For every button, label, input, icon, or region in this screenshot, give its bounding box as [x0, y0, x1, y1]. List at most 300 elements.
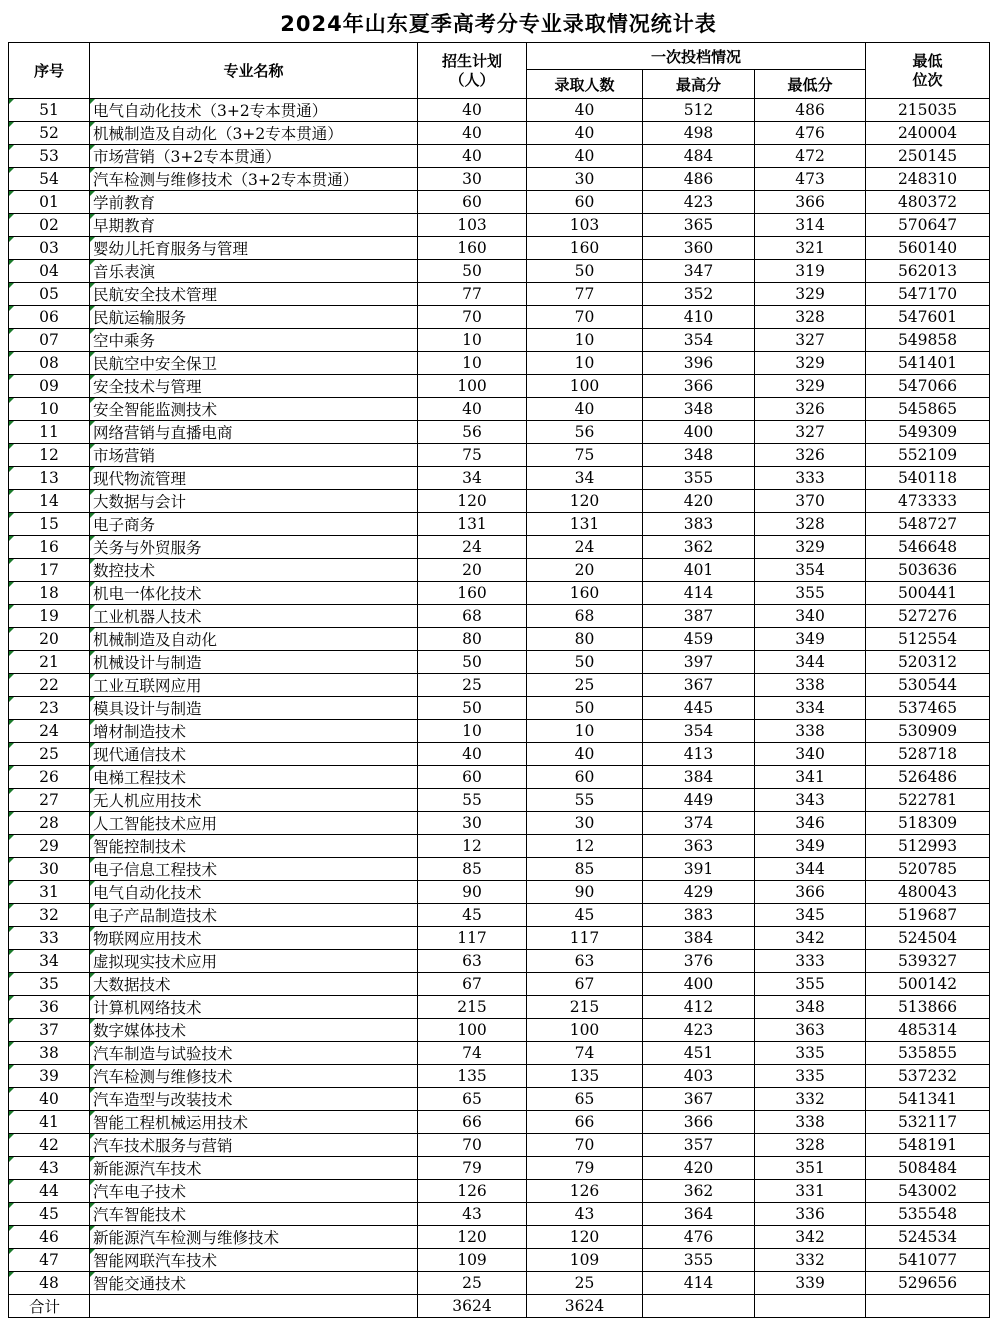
row-admitted: 63 [527, 950, 643, 973]
row-admitted: 80 [527, 628, 643, 651]
row-plan: 40 [418, 398, 527, 421]
table-row [9, 1065, 990, 1088]
row-max-score: 414 [643, 1272, 755, 1295]
table-body [9, 99, 990, 1295]
row-major-name: 电子信息工程技术 [90, 858, 418, 881]
row-max-score: 486 [643, 168, 755, 191]
row-admitted: 24 [527, 536, 643, 559]
admission-table [8, 42, 990, 1318]
row-plan: 40 [418, 743, 527, 766]
row-max-score: 383 [643, 904, 755, 927]
row-min-score: 340 [755, 605, 866, 628]
row-min-score: 329 [755, 375, 866, 398]
row-max-score: 396 [643, 352, 755, 375]
row-admitted: 40 [527, 743, 643, 766]
header-group: 一次投档情况 [527, 43, 866, 70]
table-row [9, 1157, 990, 1180]
row-min-rank: 524504 [866, 927, 990, 950]
row-max-score: 423 [643, 1019, 755, 1042]
row-index: 13 [9, 467, 90, 490]
table-row [9, 421, 990, 444]
table-row [9, 743, 990, 766]
row-plan: 10 [418, 329, 527, 352]
row-max-score: 512 [643, 99, 755, 122]
row-index: 01 [9, 191, 90, 214]
row-max-score: 357 [643, 1134, 755, 1157]
row-min-score: 363 [755, 1019, 866, 1042]
row-admitted: 131 [527, 513, 643, 536]
row-admitted: 56 [527, 421, 643, 444]
row-max-score: 459 [643, 628, 755, 651]
row-min-rank: 552109 [866, 444, 990, 467]
header-plan: 招生计划 （人） [418, 43, 527, 99]
row-admitted: 135 [527, 1065, 643, 1088]
row-min-score: 333 [755, 467, 866, 490]
table-row [9, 927, 990, 950]
row-min-rank: 528718 [866, 743, 990, 766]
row-admitted: 109 [527, 1249, 643, 1272]
row-plan: 25 [418, 1272, 527, 1295]
table-row [9, 513, 990, 536]
row-max-score: 376 [643, 950, 755, 973]
row-max-score: 362 [643, 536, 755, 559]
row-min-rank: 473333 [866, 490, 990, 513]
row-max-score: 397 [643, 651, 755, 674]
row-min-score: 351 [755, 1157, 866, 1180]
row-plan: 160 [418, 582, 527, 605]
row-major-name: 数控技术 [90, 559, 418, 582]
row-plan: 74 [418, 1042, 527, 1065]
row-max-score: 348 [643, 398, 755, 421]
row-plan: 10 [418, 720, 527, 743]
row-max-score: 403 [643, 1065, 755, 1088]
row-admitted: 40 [527, 99, 643, 122]
row-index: 41 [9, 1111, 90, 1134]
table-row [9, 1134, 990, 1157]
row-admitted: 74 [527, 1042, 643, 1065]
row-min-score: 328 [755, 513, 866, 536]
row-index: 37 [9, 1019, 90, 1042]
row-max-score: 420 [643, 1157, 755, 1180]
row-plan: 100 [418, 1019, 527, 1042]
row-max-score: 451 [643, 1042, 755, 1065]
row-admitted: 45 [527, 904, 643, 927]
row-plan: 50 [418, 260, 527, 283]
table-row [9, 1203, 990, 1226]
row-index: 40 [9, 1088, 90, 1111]
row-min-rank: 532117 [866, 1111, 990, 1134]
total-empty [866, 1295, 990, 1318]
table-row [9, 1111, 990, 1134]
row-min-rank: 541401 [866, 352, 990, 375]
row-max-score: 367 [643, 674, 755, 697]
row-max-score: 400 [643, 421, 755, 444]
row-plan: 79 [418, 1157, 527, 1180]
header-admitted: 录取人数 [527, 70, 643, 99]
row-index: 30 [9, 858, 90, 881]
table-footer [9, 1295, 990, 1318]
row-plan: 65 [418, 1088, 527, 1111]
row-min-score: 354 [755, 559, 866, 582]
row-admitted: 215 [527, 996, 643, 1019]
row-plan: 68 [418, 605, 527, 628]
row-plan: 160 [418, 237, 527, 260]
row-min-rank: 562013 [866, 260, 990, 283]
row-min-score: 473 [755, 168, 866, 191]
row-major-name: 关务与外贸服务 [90, 536, 418, 559]
row-index: 26 [9, 766, 90, 789]
row-major-name: 工业机器人技术 [90, 605, 418, 628]
row-plan: 100 [418, 375, 527, 398]
table-header [9, 43, 990, 99]
header-major: 专业名称 [90, 43, 418, 99]
row-admitted: 55 [527, 789, 643, 812]
row-major-name: 模具设计与制造 [90, 697, 418, 720]
row-min-score: 338 [755, 720, 866, 743]
row-min-score: 338 [755, 674, 866, 697]
row-index: 24 [9, 720, 90, 743]
row-min-rank: 519687 [866, 904, 990, 927]
row-max-score: 354 [643, 720, 755, 743]
row-admitted: 34 [527, 467, 643, 490]
table-row [9, 996, 990, 1019]
row-max-score: 383 [643, 513, 755, 536]
row-plan: 56 [418, 421, 527, 444]
row-admitted: 120 [527, 490, 643, 513]
row-min-rank: 560140 [866, 237, 990, 260]
row-plan: 103 [418, 214, 527, 237]
table-row [9, 1249, 990, 1272]
row-plan: 85 [418, 858, 527, 881]
row-admitted: 66 [527, 1111, 643, 1134]
table-row [9, 490, 990, 513]
row-plan: 12 [418, 835, 527, 858]
row-index: 47 [9, 1249, 90, 1272]
row-index: 10 [9, 398, 90, 421]
row-major-name: 民航空中安全保卫 [90, 352, 418, 375]
row-min-rank: 539327 [866, 950, 990, 973]
row-index: 28 [9, 812, 90, 835]
row-min-rank: 512993 [866, 835, 990, 858]
row-min-score: 329 [755, 283, 866, 306]
row-admitted: 67 [527, 973, 643, 996]
row-min-score: 370 [755, 490, 866, 513]
row-min-rank: 535548 [866, 1203, 990, 1226]
row-admitted: 117 [527, 927, 643, 950]
row-min-rank: 508484 [866, 1157, 990, 1180]
row-admitted: 50 [527, 697, 643, 720]
row-major-name: 现代物流管理 [90, 467, 418, 490]
row-major-name: 安全智能监测技术 [90, 398, 418, 421]
row-plan: 60 [418, 766, 527, 789]
table-row [9, 950, 990, 973]
row-plan: 109 [418, 1249, 527, 1272]
row-max-score: 384 [643, 766, 755, 789]
row-min-score: 366 [755, 191, 866, 214]
total-empty [90, 1295, 418, 1318]
row-index: 08 [9, 352, 90, 375]
row-major-name: 电子产品制造技术 [90, 904, 418, 927]
table-row [9, 467, 990, 490]
table-row [9, 697, 990, 720]
row-min-score: 349 [755, 628, 866, 651]
row-plan: 126 [418, 1180, 527, 1203]
header-index: 序号 [9, 43, 90, 99]
table-row [9, 375, 990, 398]
row-min-rank: 547066 [866, 375, 990, 398]
table-row [9, 260, 990, 283]
row-plan: 66 [418, 1111, 527, 1134]
row-max-score: 362 [643, 1180, 755, 1203]
row-admitted: 79 [527, 1157, 643, 1180]
row-min-rank: 512554 [866, 628, 990, 651]
row-index: 45 [9, 1203, 90, 1226]
row-plan: 60 [418, 191, 527, 214]
row-min-rank: 215035 [866, 99, 990, 122]
row-min-score: 472 [755, 145, 866, 168]
row-index: 09 [9, 375, 90, 398]
row-plan: 30 [418, 168, 527, 191]
table-row [9, 1180, 990, 1203]
row-index: 43 [9, 1157, 90, 1180]
row-admitted: 10 [527, 720, 643, 743]
row-major-name: 机械设计与制造 [90, 651, 418, 674]
row-plan: 80 [418, 628, 527, 651]
row-major-name: 智能交通技术 [90, 1272, 418, 1295]
row-plan: 24 [418, 536, 527, 559]
row-admitted: 77 [527, 283, 643, 306]
row-plan: 20 [418, 559, 527, 582]
row-min-score: 342 [755, 1226, 866, 1249]
row-admitted: 10 [527, 329, 643, 352]
row-major-name: 机械制造及自动化（3+2专本贯通） [90, 122, 418, 145]
row-min-rank: 541341 [866, 1088, 990, 1111]
row-plan: 77 [418, 283, 527, 306]
row-admitted: 85 [527, 858, 643, 881]
row-min-rank: 547170 [866, 283, 990, 306]
row-admitted: 60 [527, 766, 643, 789]
row-min-rank: 250145 [866, 145, 990, 168]
table-row [9, 881, 990, 904]
row-min-rank: 520312 [866, 651, 990, 674]
row-major-name: 无人机应用技术 [90, 789, 418, 812]
table-row [9, 1019, 990, 1042]
row-min-score: 341 [755, 766, 866, 789]
row-index: 12 [9, 444, 90, 467]
header-min: 最低分 [755, 70, 866, 99]
row-min-score: 327 [755, 421, 866, 444]
row-major-name: 机电一体化技术 [90, 582, 418, 605]
row-min-score: 355 [755, 582, 866, 605]
row-max-score: 413 [643, 743, 755, 766]
table-row [9, 352, 990, 375]
row-major-name: 早期教育 [90, 214, 418, 237]
row-min-rank: 529656 [866, 1272, 990, 1295]
row-min-rank: 524534 [866, 1226, 990, 1249]
row-index: 18 [9, 582, 90, 605]
row-admitted: 40 [527, 122, 643, 145]
row-major-name: 计算机网络技术 [90, 996, 418, 1019]
table-row [9, 214, 990, 237]
table-row [9, 329, 990, 352]
row-min-score: 326 [755, 444, 866, 467]
row-index: 23 [9, 697, 90, 720]
row-plan: 40 [418, 145, 527, 168]
row-major-name: 学前教育 [90, 191, 418, 214]
row-major-name: 市场营销（3+2专本贯通） [90, 145, 418, 168]
row-min-score: 339 [755, 1272, 866, 1295]
row-plan: 70 [418, 1134, 527, 1157]
row-min-score: 332 [755, 1249, 866, 1272]
row-max-score: 484 [643, 145, 755, 168]
total-row [9, 1295, 990, 1318]
row-major-name: 物联网应用技术 [90, 927, 418, 950]
table-row [9, 1226, 990, 1249]
row-admitted: 30 [527, 168, 643, 191]
row-major-name: 人工智能技术应用 [90, 812, 418, 835]
row-plan: 10 [418, 352, 527, 375]
row-max-score: 476 [643, 1226, 755, 1249]
row-min-rank: 520785 [866, 858, 990, 881]
row-max-score: 367 [643, 1088, 755, 1111]
row-admitted: 70 [527, 306, 643, 329]
row-plan: 50 [418, 651, 527, 674]
row-min-rank: 546648 [866, 536, 990, 559]
table-row [9, 122, 990, 145]
row-plan: 90 [418, 881, 527, 904]
row-min-rank: 543002 [866, 1180, 990, 1203]
row-major-name: 空中乘务 [90, 329, 418, 352]
row-index: 17 [9, 559, 90, 582]
row-min-score: 335 [755, 1065, 866, 1088]
row-min-rank: 545865 [866, 398, 990, 421]
row-max-score: 365 [643, 214, 755, 237]
row-admitted: 103 [527, 214, 643, 237]
row-major-name: 网络营销与直播电商 [90, 421, 418, 444]
row-major-name: 民航安全技术管理 [90, 283, 418, 306]
total-plan: 3624 [418, 1295, 527, 1318]
row-major-name: 新能源汽车检测与维修技术 [90, 1226, 418, 1249]
row-index: 39 [9, 1065, 90, 1088]
row-admitted: 65 [527, 1088, 643, 1111]
table-row [9, 168, 990, 191]
admission-sheet [8, 7, 989, 1318]
row-major-name: 电气自动化技术 [90, 881, 418, 904]
row-min-score: 334 [755, 697, 866, 720]
row-plan: 70 [418, 306, 527, 329]
row-index: 31 [9, 881, 90, 904]
table-row [9, 973, 990, 996]
row-min-rank: 549858 [866, 329, 990, 352]
row-max-score: 410 [643, 306, 755, 329]
row-admitted: 100 [527, 1019, 643, 1042]
row-plan: 75 [418, 444, 527, 467]
row-admitted: 160 [527, 582, 643, 605]
row-index: 21 [9, 651, 90, 674]
row-major-name: 智能网联汽车技术 [90, 1249, 418, 1272]
row-major-name: 汽车电子技术 [90, 1180, 418, 1203]
row-admitted: 90 [527, 881, 643, 904]
row-min-rank: 570647 [866, 214, 990, 237]
row-max-score: 400 [643, 973, 755, 996]
table-title: 2024年山东夏季高考分专业录取情况统计表 [280, 12, 717, 36]
row-min-score: 326 [755, 398, 866, 421]
row-plan: 120 [418, 490, 527, 513]
table-row [9, 582, 990, 605]
row-major-name: 市场营销 [90, 444, 418, 467]
row-min-rank: 480372 [866, 191, 990, 214]
row-min-rank: 485314 [866, 1019, 990, 1042]
row-index: 51 [9, 99, 90, 122]
row-admitted: 68 [527, 605, 643, 628]
row-min-score: 346 [755, 812, 866, 835]
row-min-score: 343 [755, 789, 866, 812]
table-row [9, 145, 990, 168]
row-min-score: 331 [755, 1180, 866, 1203]
row-min-rank: 500441 [866, 582, 990, 605]
row-max-score: 363 [643, 835, 755, 858]
row-max-score: 391 [643, 858, 755, 881]
row-admitted: 160 [527, 237, 643, 260]
header-max: 最高分 [643, 70, 755, 99]
row-major-name: 智能工程机械运用技术 [90, 1111, 418, 1134]
row-min-rank: 522781 [866, 789, 990, 812]
row-major-name: 汽车智能技术 [90, 1203, 418, 1226]
row-plan: 63 [418, 950, 527, 973]
row-plan: 131 [418, 513, 527, 536]
row-index: 33 [9, 927, 90, 950]
header-rank: 最低 位次 [866, 43, 990, 99]
row-major-name: 工业互联网应用 [90, 674, 418, 697]
row-min-score: 355 [755, 973, 866, 996]
row-min-score: 328 [755, 306, 866, 329]
row-max-score: 445 [643, 697, 755, 720]
row-min-score: 329 [755, 536, 866, 559]
table-row [9, 283, 990, 306]
row-index: 29 [9, 835, 90, 858]
row-major-name: 现代通信技术 [90, 743, 418, 766]
row-index: 35 [9, 973, 90, 996]
row-index: 20 [9, 628, 90, 651]
row-max-score: 423 [643, 191, 755, 214]
table-row [9, 720, 990, 743]
row-plan: 30 [418, 812, 527, 835]
table-row [9, 237, 990, 260]
table-row [9, 306, 990, 329]
row-admitted: 50 [527, 651, 643, 674]
row-min-rank: 535855 [866, 1042, 990, 1065]
row-min-score: 336 [755, 1203, 866, 1226]
row-major-name: 电子商务 [90, 513, 418, 536]
row-major-name: 汽车检测与维修技术 [90, 1065, 418, 1088]
row-min-score: 338 [755, 1111, 866, 1134]
row-index: 11 [9, 421, 90, 444]
row-min-rank: 547601 [866, 306, 990, 329]
total-empty [643, 1295, 755, 1318]
table-row [9, 835, 990, 858]
table-row [9, 1042, 990, 1065]
row-major-name: 民航运输服务 [90, 306, 418, 329]
table-row [9, 858, 990, 881]
table-row [9, 398, 990, 421]
row-admitted: 100 [527, 375, 643, 398]
row-min-score: 349 [755, 835, 866, 858]
row-min-score: 314 [755, 214, 866, 237]
row-min-score: 486 [755, 99, 866, 122]
row-min-rank: 530544 [866, 674, 990, 697]
total-admitted: 3624 [527, 1295, 643, 1318]
table-row [9, 812, 990, 835]
